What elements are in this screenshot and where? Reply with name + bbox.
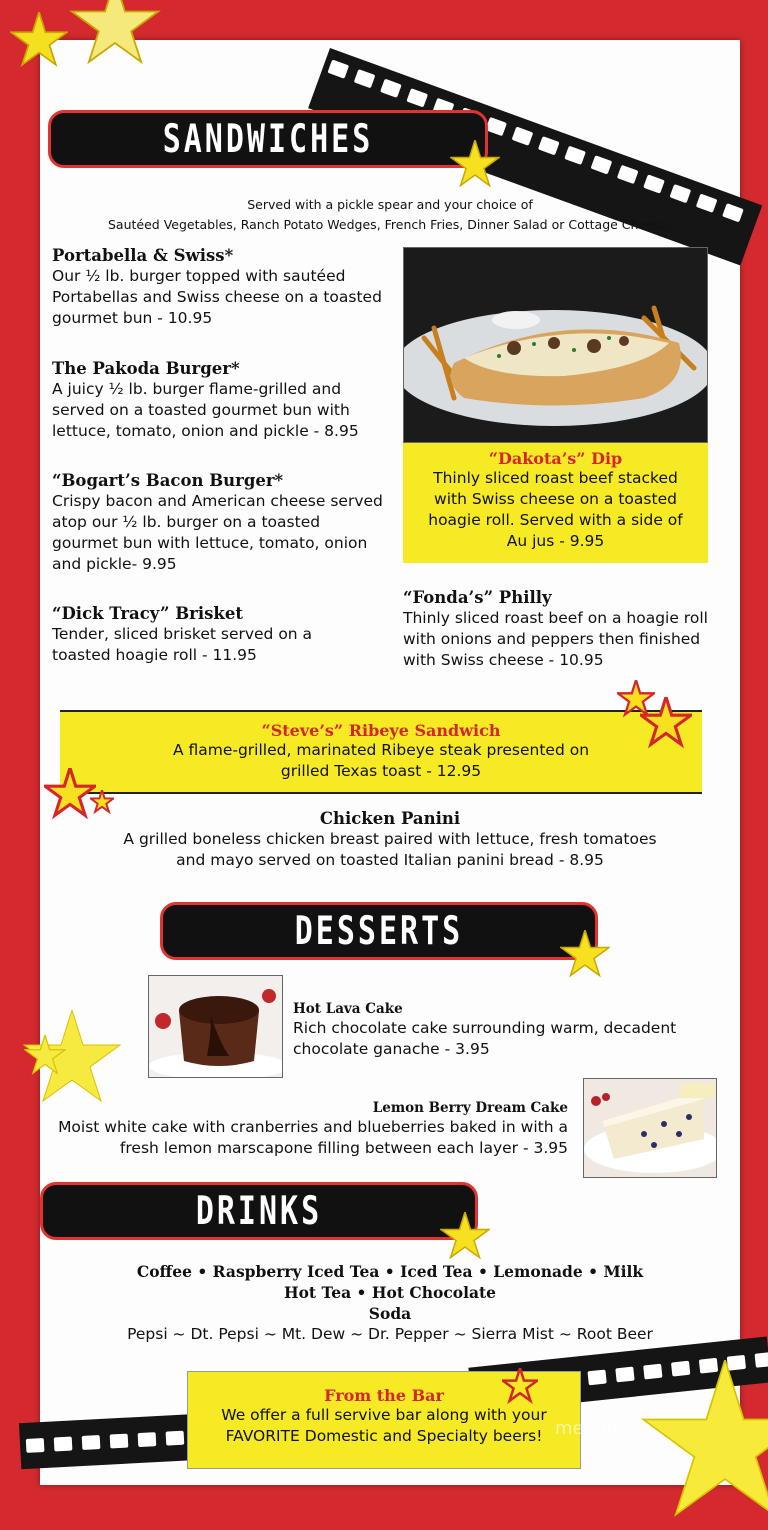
drinks-title: DRINKS	[195, 1188, 323, 1234]
item-desc: Crispy bacon and American cheese served atop our ½ lb. burger on a toasted gourmet bun with lettuce, tomato, onion and pickle- 9.95	[52, 492, 383, 573]
star-icon	[10, 12, 68, 70]
item-name: The Pakoda Burger*	[52, 359, 240, 378]
item-desc: Tender, sliced brisket served on a toasted hoagie roll - 11.95	[52, 625, 313, 664]
menu-item	[52, 470, 387, 575]
desserts-title: DESSERTS	[294, 908, 464, 954]
item-name: “Bogart’s Bacon Burger*	[52, 471, 284, 490]
menu-item	[40, 808, 740, 871]
menu-item	[52, 358, 397, 442]
menu-item	[403, 587, 708, 671]
bar-title: From the Bar	[324, 1386, 444, 1405]
item-desc: Moist white cake with cranberries and blueberries baked in with a	[58, 1118, 568, 1136]
item-desc: A juicy ½ lb. burger flame-grilled and served on a toasted gourmet bun with lettuce, tomato, onion and pickle - 8.95	[52, 380, 359, 440]
dip-feature-box	[403, 443, 708, 563]
item-desc: Rich chocolate cake surrounding warm, decadent	[293, 1019, 677, 1037]
drinks-list	[40, 1261, 740, 1345]
dip-title: “Dakota’s” Dip	[488, 449, 623, 468]
bar-line-1: We offer a full servive bar along with your	[221, 1406, 547, 1424]
item-desc: fresh lemon marscapone filling between each layer - 3.95	[119, 1139, 568, 1157]
sandwiches-banner	[48, 110, 488, 168]
sandwiches-intro	[40, 195, 740, 235]
lemon-cake-photo	[583, 1078, 717, 1178]
star-icon	[24, 1035, 66, 1077]
drinks-banner	[40, 1182, 478, 1240]
soda-list: Pepsi ~ Dt. Pepsi ~ Mt. Dew ~ Dr. Pepper ~ Sierra Mist ~ Root Beer	[127, 1325, 653, 1343]
intro-line-2: Sautéed Vegetables, Ranch Potato Wedges, French Fries, Dinner Salad or Cottage Cheese.	[108, 217, 672, 232]
ribeye-desc-2: grilled Texas toast - 12.95	[280, 762, 482, 780]
star-icon	[450, 140, 500, 190]
menu-item	[52, 245, 397, 329]
item-name: Chicken Panini	[319, 809, 461, 828]
item-desc: chocolate ganache - 3.95	[293, 1040, 490, 1058]
item-name: “Dick Tracy” Brisket	[52, 604, 243, 623]
desserts-banner	[160, 902, 598, 960]
item-desc: Our ½ lb. burger topped with sautéed Portabellas and Swiss cheese on a toasted gourmet bun - 10.95	[52, 267, 382, 327]
item-desc: and mayo served on toasted Italian panini bread - 8.95	[176, 851, 604, 869]
watermark: menupix	[555, 1418, 634, 1439]
star-icon	[640, 1360, 768, 1530]
star-icon	[60, 0, 170, 70]
menu-item	[293, 1000, 713, 1060]
ribeye-title: “Steve’s” Ribeye Sandwich	[261, 721, 501, 740]
drinks-line-2: Hot Tea • Hot Chocolate	[283, 1283, 497, 1302]
menu-item	[40, 1099, 568, 1159]
dip-sandwich-photo	[403, 247, 708, 443]
item-name: “Fonda’s” Philly	[403, 588, 552, 607]
bar-line-2: FAVORITE Domestic and Specialty beers!	[225, 1427, 543, 1445]
intro-line-1: Served with a pickle spear and your choice of	[247, 197, 533, 212]
star-icon	[640, 697, 692, 749]
star-icon	[560, 930, 610, 980]
ribeye-feature-box	[60, 710, 702, 794]
item-desc: A grilled boneless chicken breast paired with lettuce, fresh tomatoes	[123, 830, 657, 848]
item-name: Portabella & Swiss*	[52, 246, 234, 265]
lava-cake-photo	[148, 975, 283, 1078]
dip-desc: Thinly sliced roast beef stacked with Swiss cheese on a toasted hoagie roll. Served with a side of Au jus - 9.95	[428, 469, 683, 550]
drinks-line-1: Coffee • Raspberry Iced Tea • Iced Tea • Lemonade • Milk	[136, 1262, 644, 1281]
star-icon	[440, 1212, 490, 1262]
sandwiches-title: SANDWICHES	[162, 116, 374, 162]
star-icon	[502, 1368, 538, 1404]
item-name: Hot Lava Cake	[293, 1001, 403, 1017]
item-desc: Thinly sliced roast beef on a hoagie roll with onions and peppers then finished with Swiss cheese - 10.95	[403, 609, 708, 669]
ribeye-desc-1: A flame-grilled, marinated Ribeye steak presented on	[172, 741, 590, 759]
item-name: Lemon Berry Dream Cake	[372, 1100, 568, 1116]
soda-title: Soda	[368, 1304, 412, 1323]
menu-item	[52, 603, 352, 666]
